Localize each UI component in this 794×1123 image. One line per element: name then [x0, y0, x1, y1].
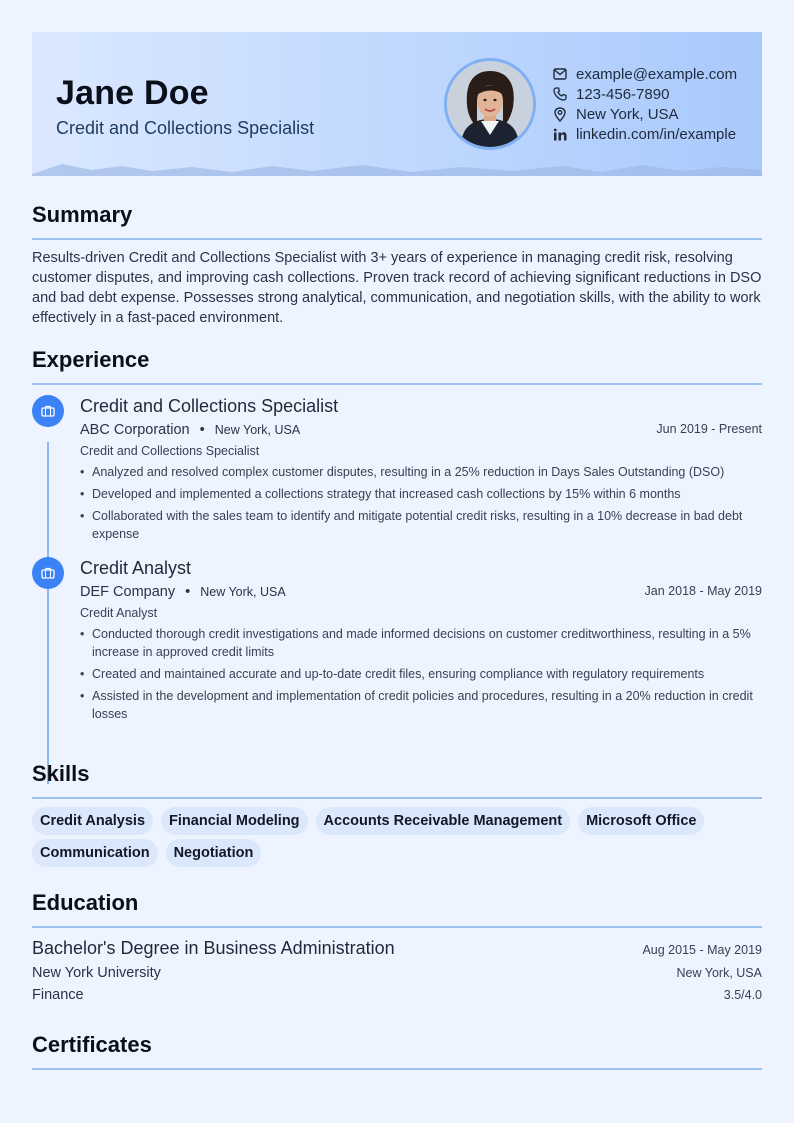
- job-company: ABC Corporation: [80, 422, 190, 438]
- section-divider: [32, 797, 762, 799]
- job-title: Credit Analyst: [80, 558, 192, 578]
- experience-heading: Experience: [32, 347, 150, 372]
- section-divider: [32, 238, 762, 240]
- job-location: New York, USA: [214, 423, 301, 437]
- job-company: DEF Company: [80, 584, 176, 600]
- skill-chip: Credit Analysis: [32, 807, 153, 835]
- bullet-item: • Conducted thorough credit investigations and made informed decisions on customer creditworthiness, resulting in a 5% increase in approved credit limits: [80, 625, 762, 661]
- contact-location-text: New York, USA: [576, 105, 679, 123]
- section-divider: [32, 383, 762, 385]
- contact-phone-text: 123-456-7890: [576, 85, 670, 103]
- job-entry: [32, 395, 762, 543]
- skills-section: [32, 761, 762, 871]
- education-field: Finance: [32, 987, 84, 1003]
- bullet-item: • Created and maintained accurate and up-to-date credit files, ensuring compliance with regulatory requirements: [80, 665, 762, 683]
- skills-list: [32, 807, 762, 871]
- education-location: New York, USA: [676, 966, 762, 980]
- job-meta: [80, 584, 762, 600]
- skill-chip: Financial Modeling: [161, 807, 308, 835]
- contact-email-text: example@example.com: [576, 65, 738, 83]
- summary-heading: Summary: [32, 202, 133, 227]
- bullet-item: • Developed and implemented a collections strategy that increased cash collections by 15% within 6 months: [80, 485, 762, 503]
- certificates-heading: Certificates: [32, 1032, 152, 1057]
- job-title: Credit and Collections Specialist: [80, 396, 339, 416]
- avatar-photo: [447, 61, 533, 147]
- skill-chip: Accounts Receivable Management: [316, 807, 571, 835]
- education-dates: Aug 2015 - May 2019: [642, 943, 762, 957]
- resume-header: [32, 32, 762, 176]
- education-gpa: 3.5/4.0: [723, 988, 762, 1002]
- job-dates: Jan 2018 - May 2019: [644, 584, 762, 598]
- email-icon: [552, 66, 568, 82]
- education-degree-row: [32, 938, 762, 959]
- certificates-section: [32, 1032, 762, 1070]
- job-dates: Jun 2019 - Present: [656, 422, 762, 436]
- job-meta: [80, 422, 762, 438]
- section-divider: [32, 1068, 762, 1070]
- resume-page: [32, 32, 762, 1057]
- briefcase-icon: [32, 557, 64, 589]
- experience-section: [32, 347, 762, 727]
- avatar: [444, 58, 536, 150]
- job-subtitle: Credit Analyst: [80, 606, 158, 620]
- candidate-title: Credit and Collections Specialist: [56, 118, 315, 138]
- job-bullets: [80, 625, 762, 723]
- education-heading: Education: [32, 890, 139, 915]
- skill-chip: Communication: [32, 839, 158, 867]
- education-section: [32, 890, 762, 1003]
- summary-section: [32, 202, 762, 328]
- education-degree: Bachelor's Degree in Business Administration: [32, 938, 395, 958]
- education-school: New York University: [32, 965, 161, 981]
- education-field-row: [32, 987, 762, 1003]
- linkedin-icon: [552, 126, 568, 142]
- contact-email[interactable]: [552, 64, 737, 84]
- education-school-row: [32, 965, 762, 981]
- meta-separator: •: [185, 584, 191, 600]
- skill-chip: Negotiation: [166, 839, 262, 867]
- meta-separator: •: [199, 422, 205, 438]
- contact-list: [552, 64, 737, 144]
- header-wave-decoration: [32, 160, 762, 176]
- contact-location: [552, 104, 737, 124]
- job-bullets: [80, 463, 762, 543]
- job-entry: [32, 557, 762, 723]
- location-icon: [552, 106, 568, 122]
- skills-heading: Skills: [32, 761, 90, 786]
- job-subtitle: Credit and Collections Specialist: [80, 444, 260, 458]
- bullet-item: • Collaborated with the sales team to identify and mitigate potential credit risks, resulting in a 10% decrease in bad debt expense: [80, 507, 762, 543]
- section-divider: [32, 926, 762, 928]
- candidate-name: Jane Doe: [56, 74, 209, 112]
- bullet-item: • Assisted in the development and implementation of credit policies and procedures, resulting in a 20% reduction in credit losses: [80, 687, 762, 723]
- summary-text: Results-driven Credit and Collections Specialist with 3+ years of experience in managing credit risk, resolving customer disputes, and improving cash collections. Proven track record of achieving significant reductions in DSO and bad debt expense. Possesses strong analytical, communication, and negotiation skills, with the ability to work effectively in a fast-paced environment.: [32, 250, 762, 326]
- briefcase-icon: [32, 395, 64, 427]
- contact-phone[interactable]: [552, 84, 737, 104]
- phone-icon: [552, 86, 568, 102]
- bullet-item: • Analyzed and resolved complex customer disputes, resulting in a 25% reduction in Days Sales Outstanding (DSO): [80, 463, 762, 481]
- contact-linkedin[interactable]: [552, 124, 737, 144]
- job-location: New York, USA: [200, 585, 286, 599]
- skill-chip: Microsoft Office: [578, 807, 704, 835]
- contact-linkedin-text: linkedin.com/in/example: [576, 125, 737, 143]
